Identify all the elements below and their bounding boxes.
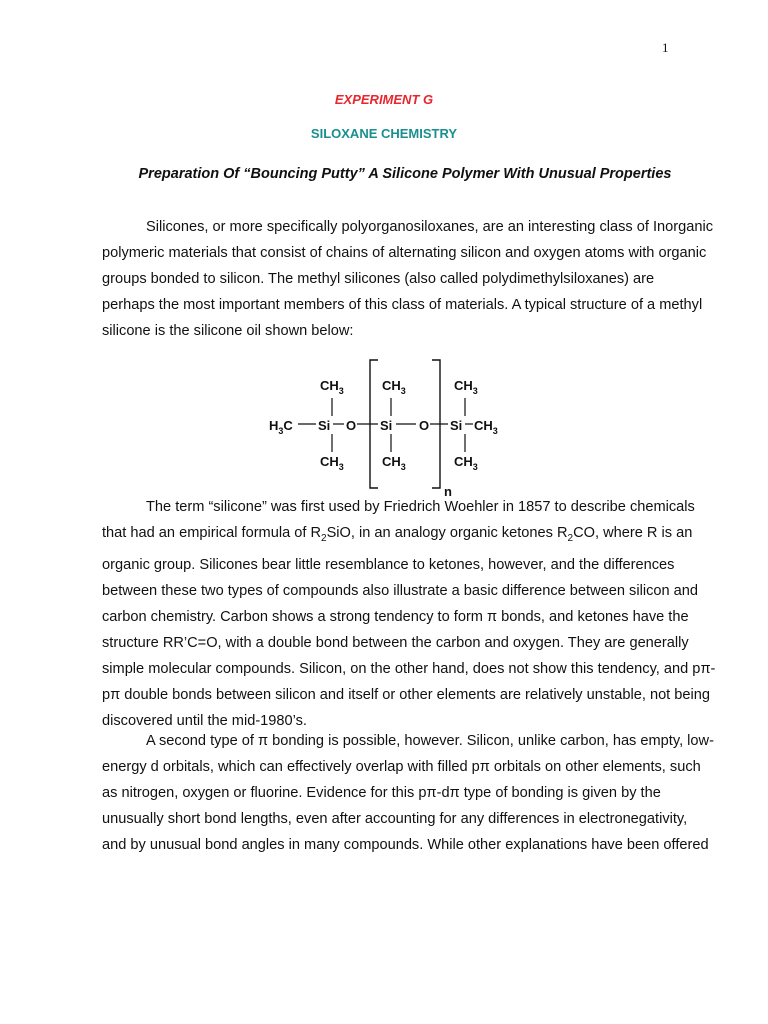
text-line — [102, 494, 714, 520]
methyl-label: $CH_3$ — [382, 454, 406, 472]
text-run: CO, where R is an — [573, 525, 693, 541]
repeat-index-n: n — [444, 484, 452, 498]
text-run: bonding is possible, however. Silicon, unlike carbon, has empty, low- — [268, 733, 714, 749]
text-line: and by unusual bond angles in many compounds. While other explanations have been offered — [102, 837, 709, 853]
silicon-label: Si — [380, 418, 393, 433]
paragraph-history — [102, 494, 714, 734]
section-subtitle: SILOXANE CHEMISTRY — [310, 126, 458, 141]
oxygen-label: O — [346, 418, 357, 433]
paragraph-pi-bonding — [102, 728, 714, 858]
h3c-label: $H_3C$ — [269, 418, 293, 436]
silicone-oil-structure — [260, 356, 520, 498]
pi-symbol: π — [479, 759, 490, 775]
text-line — [102, 604, 714, 630]
text-run: Silicones, or more specifically polyorganosiloxanes, are an interesting class of Inorganic — [146, 219, 714, 235]
text-line: groups bonded to silicon. The methyl silicones (also called polydimethylsiloxanes) are — [102, 271, 655, 287]
text-run: energy d orbitals, which can effectively overlap with filled p — [102, 759, 480, 775]
methyl-label: $CH_3$ — [320, 454, 344, 472]
pi-symbol: π — [426, 785, 437, 801]
text-line — [102, 754, 714, 780]
subscript: 2 — [321, 532, 327, 544]
text-line: between these two types of compounds also illustrate a basic difference between silicon and — [102, 582, 698, 599]
document-title: Preparation Of “Bouncing Putty” A Silicone Polymer With Unusual Properties — [138, 166, 672, 182]
text-line — [102, 682, 714, 708]
text-line — [102, 214, 714, 240]
oxygen-label: O — [419, 418, 430, 433]
pi-symbol: π — [487, 608, 498, 625]
silicon-label: Si — [318, 418, 331, 433]
methyl-label: $CH_3$ — [382, 378, 406, 396]
text-line — [102, 780, 714, 806]
silicon-label: Si — [450, 418, 463, 433]
text-run: -d — [436, 785, 450, 801]
text-run: carbon chemistry. Carbon shows a strong tendency to form — [102, 608, 488, 625]
text-line: unusually short bond lengths, even after accounting for any differences in electronegativity, — [102, 811, 688, 827]
pi-symbol: π — [449, 785, 460, 801]
text-run: as nitrogen, oxygen or fluorine. Evidence for this p — [102, 785, 427, 801]
methyl-label: $CH_3$ — [454, 454, 478, 472]
text-run: double bonds between silicon and itself or other elements are relatively unstable, not being — [120, 686, 710, 703]
page-number: 1 — [662, 40, 669, 55]
pi-symbol: π — [257, 733, 269, 749]
text-run: p — [102, 686, 111, 703]
text-run: SiO, in an analogy organic ketones R — [326, 525, 568, 541]
text-run: The term “silicone” was first used by Friedrich Woehler in 1857 to describe chemicals — [146, 499, 695, 515]
pi-symbol: π — [110, 686, 121, 703]
text-line: silicone is the silicone oil shown below: — [102, 323, 354, 339]
text-line: polymeric materials that consist of chains of alternating silicon and oxygen atoms with organic — [102, 245, 707, 261]
methyl-label: $CH_3$ — [474, 418, 498, 436]
text-line: organic group. Silicones bear little resemblance to ketones, however, and the differences — [102, 556, 675, 573]
text-line — [102, 656, 714, 682]
methyl-label: $CH_3$ — [320, 378, 344, 396]
text-run: A second type of — [146, 733, 258, 749]
text-line — [102, 728, 714, 754]
text-run: that had an empirical formula of R — [102, 525, 322, 541]
pi-symbol: π — [700, 660, 711, 677]
subscript: 2 — [567, 532, 574, 544]
paragraph-intro — [102, 214, 714, 344]
text-run: orbitals on other elements, such — [489, 759, 701, 775]
text-line: perhaps the most important members of this class of materials. A typical structure of a methyl — [102, 297, 703, 313]
text-run: bonds, and ketones have the — [497, 608, 689, 625]
text-line: structure RR’C=O, with a double bond between the carbon and oxygen. They are generally — [102, 634, 689, 651]
experiment-heading: EXPERIMENT G — [334, 92, 434, 107]
methyl-label: $CH_3$ — [454, 378, 478, 396]
text-run: type of bonding is given by the — [459, 785, 661, 801]
text-run: simple molecular compounds. Silicon, on the other hand, does not show this tendency, and p — [102, 660, 701, 677]
text-line: discovered until the mid-1980’s. — [102, 712, 307, 729]
text-line — [102, 520, 714, 552]
text-run: - — [710, 660, 716, 677]
